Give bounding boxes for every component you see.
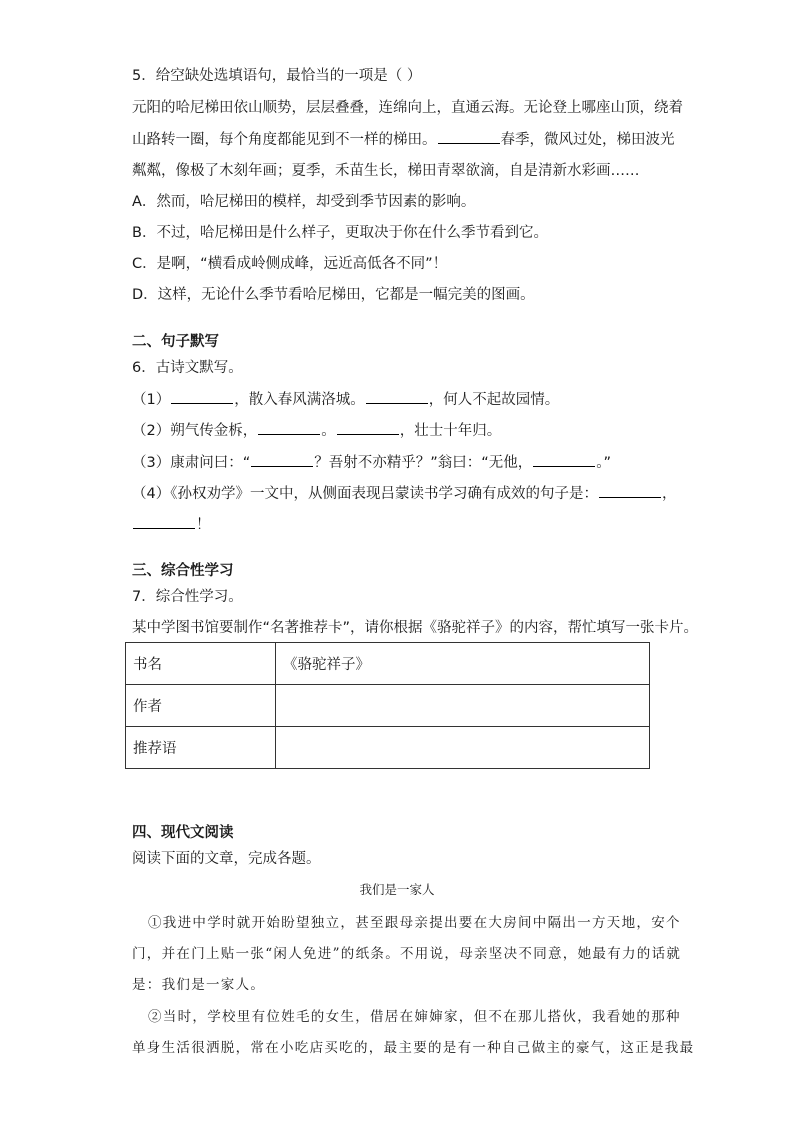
q6-blank-2a[interactable] <box>258 420 320 435</box>
q6-item-4-text-a: ， <box>661 486 677 502</box>
table-cell-label: 作者 <box>126 685 276 727</box>
table-cell-label: 书名 <box>126 643 276 685</box>
q6-item-4-cont <box>132 514 211 535</box>
table-cell-value[interactable] <box>276 727 650 769</box>
q6-title: 6．古诗文默写。 <box>132 360 243 376</box>
q5-option-d: D．这样，无论什么季节看哈尼梯田，它都是一幅完美的图画。 <box>132 287 535 303</box>
q5-passage-line-2 <box>132 129 675 150</box>
article-paragraph-1-line-3: 是：我们是一家人。 <box>132 977 266 993</box>
article-title: 我们是一家人 <box>359 882 435 897</box>
table-cell-value: 《骆驼祥子》 <box>276 643 650 685</box>
article-paragraph-1-line-1: ①我进中学时就开始盼望独立，甚至跟母亲提出要在大房间中隔出一方天地，安个 <box>148 915 681 931</box>
q7-title: 7．综合性学习。 <box>132 589 243 605</box>
q6-item-4-text-b: ！ <box>196 517 211 533</box>
q6-blank-3a[interactable] <box>251 452 313 467</box>
q6-item-2-text-b: ，壮士十年归。 <box>399 423 502 439</box>
q6-item-1 <box>132 389 559 410</box>
q5-passage-line-3: 粼粼，像极了木刻年画；夏季，禾苗生长，梯田青翠欲滴，自是清新水彩画…… <box>132 163 640 179</box>
q6-item-4 <box>132 483 676 504</box>
article-paragraph-2-line-1: ②当时，学校里有位姓毛的女生，借居在婶婶家，但不在那儿搭伙，我看她的那种 <box>148 1009 681 1025</box>
q6-item-1-text-b: ，何人不起故园情。 <box>428 392 560 408</box>
q5-option-b: B．不过，哈尼梯田是什么样子，更取决于你在什么季节看到它。 <box>132 225 548 241</box>
section-2-heading: 二、句子默写 <box>132 334 219 350</box>
table-row <box>126 685 650 727</box>
q6-item-2 <box>132 420 501 441</box>
q5-option-c: C．是啊，“横看成岭侧成峰，远近高低各不同”！ <box>132 256 448 272</box>
table-row <box>126 643 650 685</box>
q6-item-1-text-a: ，散入春风满洛城。 <box>234 392 365 408</box>
article-paragraph-2-line-2: 单身生活很洒脱，常在小吃店买吃的，最主要的是有一种自己做主的豪气，这正是我最 <box>132 1040 695 1056</box>
table-cell-value[interactable] <box>276 685 650 727</box>
q6-item-4-prefix: （4）《孙权劝学》一文中，从侧面表现吕蒙读书学习确有成效的句子是： <box>132 486 598 502</box>
q6-blank-1b[interactable] <box>366 389 428 404</box>
q6-blank-1a[interactable] <box>171 389 233 404</box>
q6-item-2-prefix: （2）朔气传金柝， <box>132 423 258 439</box>
article-paragraph-1-line-2: 门，并在门上贴一张“闲人免进”的纸条。不用说，母亲坚决不同意，她最有力的话就 <box>132 946 682 962</box>
q6-blank-4a[interactable] <box>599 483 661 498</box>
q5-passage-line-1: 元阳的哈尼梯田依山顺势，层层叠叠，连绵向上，直通云海。无论登上哪座山顶，绕着 <box>132 100 683 116</box>
q6-item-3-prefix: （3）康肃问曰：“ <box>132 455 251 471</box>
q5-passage-text-cont: 春季，微风过处，梯田波光 <box>500 132 675 148</box>
q6-item-1-prefix: （1） <box>132 392 171 408</box>
section-4-heading: 四、现代文阅读 <box>132 825 234 841</box>
table-cell-label: 推荐语 <box>126 727 276 769</box>
recommendation-card-table <box>125 642 650 769</box>
q6-item-2-text-a: 。 <box>321 423 336 439</box>
section-4-instruction: 阅读下面的文章，完成各题。 <box>132 851 321 867</box>
section-3-heading: 三、综合性学习 <box>132 563 234 579</box>
q5-title: 5．给空缺处选填语句，最恰当的一项是（ ） <box>132 68 422 84</box>
q6-item-3 <box>132 452 611 473</box>
q5-option-a: A．然而，哈尼梯田的模样，却受到季节因素的影响。 <box>132 194 476 210</box>
q7-intro: 某中学图书馆要制作“名著推荐卡”，请你根据《骆驼祥子》的内容，帮忙填写一张卡片。 <box>132 620 699 636</box>
q6-blank-3b[interactable] <box>533 452 595 467</box>
q5-blank[interactable] <box>438 129 500 144</box>
q6-item-3-text-b: 。” <box>596 455 612 471</box>
q5-passage-text: 山路转一圈，每个角度都能见到不一样的梯田。 <box>132 132 437 148</box>
table-row <box>126 727 650 769</box>
q6-blank-4b[interactable] <box>133 514 195 529</box>
q6-item-3-text-a: ？吾射不亦精乎？”翁曰：“无他， <box>314 455 533 471</box>
q6-blank-2b[interactable] <box>337 420 399 435</box>
